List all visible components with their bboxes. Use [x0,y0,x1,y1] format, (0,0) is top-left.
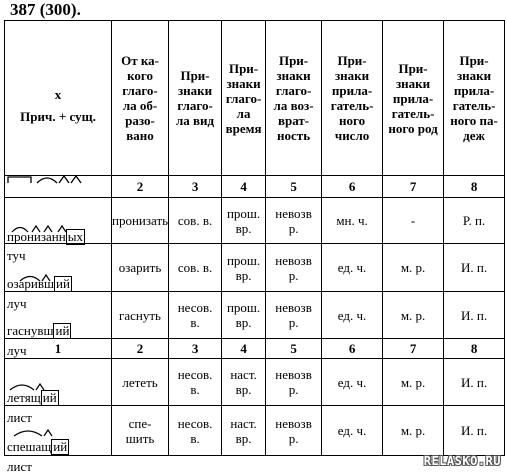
header-col2 [112,21,169,176]
header-col4 [222,21,266,176]
site-watermark: RELASKO.RU [423,454,501,468]
participle: озаривш ий [7,275,70,291]
num-cell: 6 [322,339,383,359]
header-col1 [5,21,112,176]
table-row [5,359,505,406]
header-row [5,21,505,176]
number-cell: ед. ч. [322,406,383,456]
num-cell: 6 [322,176,383,198]
noun: лист [7,410,32,425]
noun: туч [7,247,26,263]
ending-box: ий [55,323,70,338]
ending-box: ий [56,275,70,291]
num-cell: 3 [169,176,222,198]
tense-cell: прош. вр. [222,244,266,292]
gender-cell: м. р. [383,359,444,406]
verb-cell: пронизать [112,198,169,244]
tense-cell: наст. вр. [222,406,266,456]
morpheme-marks-cell [5,176,112,198]
num-cell: 7 [383,176,444,198]
participle: летящ ий [7,390,57,405]
gender-cell: м. р. [383,406,444,456]
case-cell: И. п. [444,292,505,339]
reflexive-cell: невозв р. [266,406,322,456]
phrase-cell [5,198,112,263]
gender-cell: м. р. [383,244,444,292]
participle: спешащ ий [7,438,68,454]
reflexive-cell: невозв р. [266,198,322,244]
num-cell: 5 [266,176,322,198]
num-cell: 7 [383,339,444,359]
table-row [5,198,505,244]
case-cell: И. п. [444,359,505,406]
aspect-cell: несов. в. [169,292,222,339]
num-cell: 1 [5,339,112,359]
gender-cell: - [383,198,444,244]
header-col7-text: При- знаки прила- гатель- ного род [388,60,438,136]
case-cell: И. п. [444,244,505,292]
aspect-cell: сов. в. [169,198,222,244]
ending-box: ий [42,390,57,405]
number-cell: ед. ч. [322,359,383,406]
table-row [5,244,505,292]
header-col7 [383,21,444,176]
header-col8-text: При- знаки прила- гатель- ного па- деж [450,53,498,143]
header-col5 [266,21,322,176]
number-cell: мн. ч. [322,198,383,244]
table-row [5,292,505,339]
numbers-row-2 [5,339,505,359]
phrase-cell [5,359,112,425]
table-row [5,406,505,456]
noun: луч [7,343,27,358]
tense-cell: прош. вр. [222,292,266,339]
ending-box: ий [53,438,68,454]
case-cell: И. п. [444,406,505,456]
header-col5-text: При- знаки глаго- ла воз- врат- ность [273,53,314,143]
case-cell: Р. п. [444,198,505,244]
header-col2-text: От ка- кого глаго- ла об- разо- вано [121,53,159,143]
reflexive-cell: невозв р. [266,359,322,406]
ending-box: ых [67,228,83,244]
reflexive-cell: невозв р. [266,244,322,292]
aspect-cell: сов. в. [169,244,222,292]
header-col6 [322,21,383,176]
noun: луч [7,295,27,311]
noun: лист [7,458,32,474]
header-col1-bottom: Прич. + сущ. [20,109,96,124]
header-col3 [169,21,222,176]
gender-cell: м. р. [383,292,444,339]
header-col8 [444,21,505,176]
num-cell: 4 [222,176,266,198]
num-cell: 3 [169,339,222,359]
num-cell: 5 [266,339,322,359]
num-cell: 2 [112,339,169,359]
num-cell: 2 [112,176,169,198]
header-col6-text: При- знаки прила- гатель- ного число [330,53,374,143]
participle: пронизанн ых [7,228,83,244]
aspect-cell: несов. в. [169,406,222,456]
tense-cell: прош. вр. [222,198,266,244]
reflexive-cell: невозв р. [266,292,322,339]
number-cell: ед. ч. [322,292,383,339]
num-cell: 8 [444,339,505,359]
header-col4-text: При- знаки глаго- ла время [225,60,262,136]
number-cell: ед. ч. [322,244,383,292]
participle: гаснувш ий [7,323,70,338]
verb-cell: гаснуть [112,292,169,339]
aspect-cell: несов. в. [169,359,222,406]
verb-cell: озарить [112,244,169,292]
num-cell: 4 [222,339,266,359]
verb-cell: спе- шить [112,406,169,456]
num-cell: 8 [444,176,505,198]
verb-cell: лететь [112,359,169,406]
tense-cell: наст. вр. [222,359,266,406]
header-col1-top: x [54,87,62,102]
numbers-row-1 [5,176,505,198]
exercise-title: 387 (300). [10,0,81,19]
header-col3-text: При- знаки глаго- ла вид [175,68,215,128]
